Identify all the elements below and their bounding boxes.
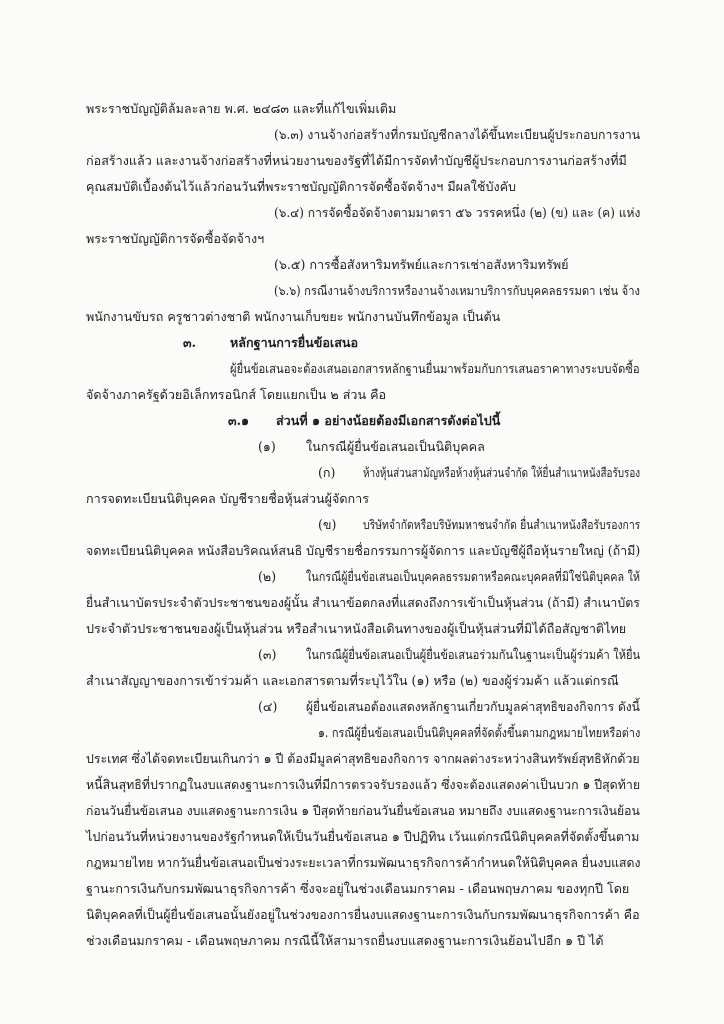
text-line: กฎหมายไทย หากวันยื่นข้อเสนอเป็นช่วงระยะเวลาที่กรมพัฒนาธุรกิจการค้ากำหนดให้นิติบุคคล ยื่นงบแสดง [86, 855, 641, 870]
section-number: ๓. [183, 335, 196, 350]
text-line: ในกรณีผู้ยื่นข้อเสนอเป็นผู้ยื่นข้อเสนอร่วมกันในฐานะเป็นผู้ร่วมค้า ให้ยื่น [306, 647, 641, 662]
text-line: พระราชบัญญัติการจัดซื้อจัดจ้างฯ [86, 231, 265, 246]
subsection-number: ๓.๑ [228, 413, 249, 428]
item-number: (๑) [258, 439, 276, 454]
text-line: พนักงานขับรถ ครูชาวต่างชาติ พนักงานเก็บขยะ พนักงานบันทึกข้อมูล เป็นต้น [86, 309, 501, 324]
clause-6-6: (๖.๖) กรณีงานจ้างบริการหรืองานจ้างเหมาบริการกับบุคคลธรรมดา เช่น จ้าง [274, 283, 641, 298]
text-line: คุณสมบัติเบื้องต้นไว้แล้วก่อนวันที่พระราชบัญญัติการจัดซื้อจัดจ้างฯ มีผลใช้บังคับ [86, 179, 517, 194]
text-line: จัดจ้างภาครัฐด้วยอิเล็กทรอนิกส์ โดยแยกเป็น ๒ ส่วน คือ [86, 387, 387, 402]
text-line: ประเทศ ซึ่งได้จดทะเบียนเกินกว่า ๑ ปี ต้องมีมูลค่าสุทธิของกิจการ จากผลต่างระหว่างสินทรัพย์สุทธิหักด้วย [86, 751, 640, 766]
clause-6-5: (๖.๕) การซื้อสังหาริมทรัพย์และการเช่าอสังหาริมทรัพย์ [274, 257, 569, 272]
text-line: บริษัทจำกัดหรือบริษัทมหาชนจำกัด ยื่นสำเนาหนังสือรับรองการ [363, 517, 641, 532]
text-line: หนี้สินสุทธิที่ปรากฏในงบแสดงฐานะการเงินที่มีการตรวจรับรองแล้ว ซึ่งจะต้องแสดงค่าเป็นบวก ๑ ปีสุดท้าย [86, 777, 641, 792]
text-line: ไปก่อนวันที่หน่วยงานของรัฐกำหนดให้เป็นวันยื่นข้อเสนอ ๑ ปีปฏิทิน เว้นแต่กรณีนิติบุคคลที่จัดตั้งขึ้นตาม [86, 829, 640, 844]
clause-6-3: (๖.๓) งานจ้างก่อสร้างที่กรมบัญชีกลางได้ขึ้นทะเบียนผู้ประกอบการงาน [274, 127, 641, 142]
text-line: ผู้ยื่นข้อเสนอต้องแสดงหลักฐานเกี่ยวกับมูลค่าสุทธิของกิจการ ดังนี้ [306, 699, 640, 714]
clause-6-4: (๖.๔) การจัดซื้อจัดจ้างตามมาตรา ๕๖ วรรคหนึ่ง (๒) (ข) และ (ค) แห่ง [274, 205, 641, 220]
text-line: การจดทะเบียนนิติบุคคล บัญชีรายชื่อหุ้นส่วนผู้จัดการ [86, 491, 369, 506]
item-number: (ข) [318, 517, 337, 532]
text-line: นิติบุคคลที่เป็นผู้ยื่นข้อเสนอนั้นยังอยู่ในช่วงของการยื่นงบแสดงฐานะการเงินกับกรมพัฒนาธุรกิจการค้า คือ [86, 907, 640, 922]
text-line: ประจำตัวประชาชนของผู้เป็นหุ้นส่วน หรือสำเนาหนังสือเดินทางของผู้เป็นหุ้นส่วนที่มิได้ถือสัญชาติไทย [86, 621, 627, 636]
text-line: สำเนาสัญญาของการเข้าร่วมค้า และเอกสารตามที่ระบุไว้ใน (๑) หรือ (๒) ของผู้ร่วมค้า แล้วแต่กรณี [86, 673, 619, 688]
text-line: พระราชบัญญัติล้มละลาย พ.ศ. ๒๔๘๓ และที่แก้ไขเพิ่มเติม [86, 101, 397, 116]
text-line: ในกรณีผู้ยื่นข้อเสนอเป็นบุคคลธรรมดาหรือคณะบุคคลที่มิใช่นิติบุคคล ให้ [306, 569, 641, 584]
text-line: ช่วงเดือนมกราคม - เดือนพฤษภาคม กรณีนี้ให้สามารถยื่นงบแสดงฐานะการเงินย้อนไปอีก ๑ ปี ได้ [86, 933, 604, 948]
subsection-heading: ส่วนที่ ๑ อย่างน้อยต้องมีเอกสารดังต่อไปนี้ [276, 413, 501, 428]
item-number: (๔) [258, 699, 278, 714]
text-line: จดทะเบียนนิติบุคคล หนังสือบริคณห์สนธิ บัญชีรายชื่อกรรมการผู้จัดการ และบัญชีผู้ถือหุ้นรายใหญ่ (ถ้ามี) [86, 543, 641, 558]
text-line: ฐานะการเงินกับกรมพัฒนาธุรกิจการค้า ซึ่งจะอยู่ในช่วงเดือนมกราคม - เดือนพฤษภาคม ของทุกปี โดย [86, 881, 630, 896]
item-number: (๓) [258, 647, 277, 662]
text-line: ก่อนวันยื่นข้อเสนอ งบแสดงฐานะการเงิน ๑ ปีสุดท้ายก่อนวันยื่นข้อเสนอ หมายถึง งบแสดงฐานะการเงินย้อน [86, 803, 640, 818]
text-line: ผู้ยื่นข้อเสนอจะต้องเสนอเอกสารหลักฐานยื่นมาพร้อมกับการเสนอราคาทางระบบจัดซื้อ [230, 361, 640, 376]
text-line: ๑. กรณีผู้ยื่นข้อเสนอเป็นนิติบุคคลที่จัดตั้งขึ้นตามกฎหมายไทยหรือต่าง [318, 725, 641, 740]
text-line: ยื่นสำเนาบัตรประจำตัวประชาชนของผู้นั้น สำเนาข้อตกลงที่แสดงถึงการเข้าเป็นหุ้นส่วน (ถ้ามี) สำเนาบัตร [86, 595, 640, 610]
item-number: (ก) [318, 465, 336, 480]
text-line: ก่อสร้างแล้ว และงานจ้างก่อสร้างที่หน่วยงานของรัฐที่ได้มีการจัดทำบัญชีผู้ประกอบการงานก่อสร้างที่มี [86, 153, 627, 168]
section-heading: หลักฐานการยื่นข้อเสนอ [230, 335, 359, 350]
text-line: ห้างหุ้นส่วนสามัญหรือห้างหุ้นส่วนจำกัด ให้ยื่นสำเนาหนังสือรับรอง [363, 465, 641, 480]
item-number: (๒) [258, 569, 277, 584]
text-line: ในกรณีผู้ยื่นข้อเสนอเป็นนิติบุคคล [306, 439, 485, 454]
